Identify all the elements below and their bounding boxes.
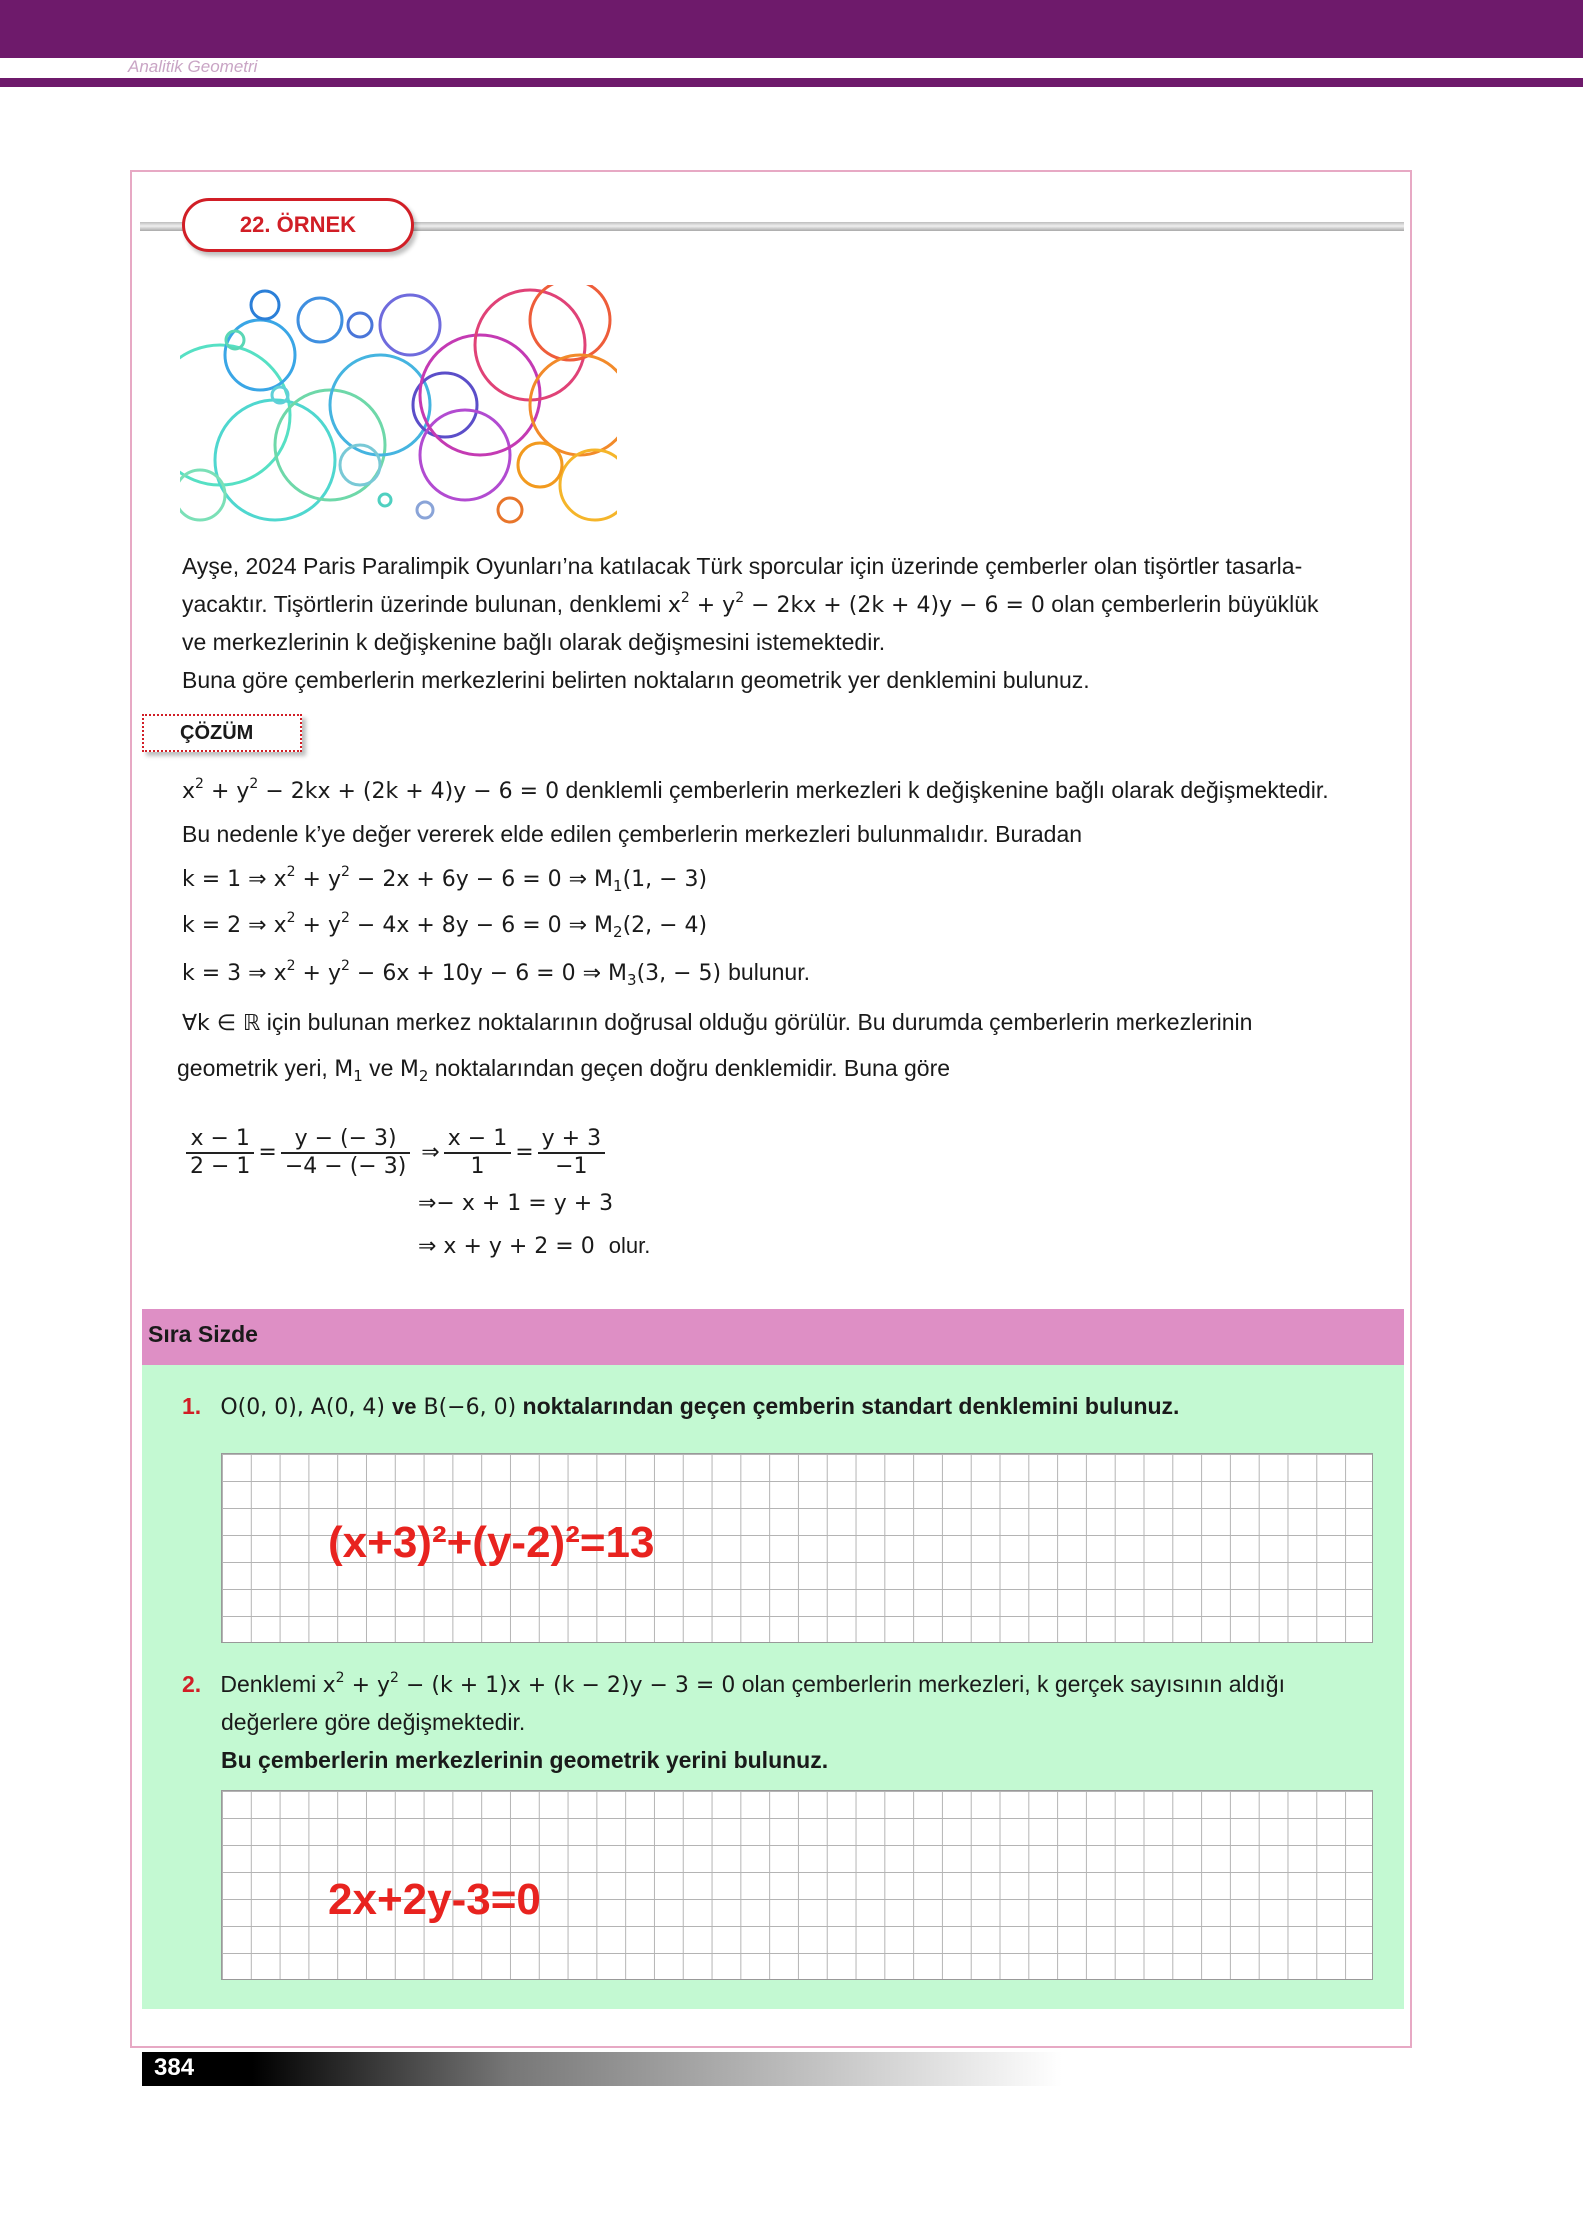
problem-line-1: Ayşe, 2024 Paris Paralimpik Oyunları’na katılacak Türk sporcular için üzerinde çemberler olan tişörtler tasarla- [182,553,1303,579]
top-divider [0,78,1583,87]
section-title: Analitik Geometri [128,57,258,76]
solution-fraction-line: $\frac{x - 1}{2 - 1}$ = $\frac{y - (- 3)}{-4 - (- 3)}$ ⇒ $\frac{x - 1}{1}$ = $\frac{y + 3}{-1}$ [182,1126,609,1180]
solution-step-2: ⇒ x + y + 2 = 0 olur. [418,1233,651,1259]
solution-intro-text: denklemli çemberlerin merkezleri k değişkenine bağlı olarak değişmektedir. [559,777,1329,803]
point-m1: $M_1$ [334,1057,363,1085]
solution-geo-pre: geometrik yeri, [177,1055,335,1081]
fraction-2: $\frac{y - (- 3)}{-4 - (- 3)}$ [281,1126,410,1180]
question-1-number: 1. [182,1393,202,1419]
question-1-text: noktalarından geçen çemberin standart denklemini bulunuz. [516,1393,1180,1419]
problem-line-2-post: olan çemberlerin büyüklük [1044,591,1319,617]
problem-equation: $x^2 + y^2 - 2kx + (2k + 4)y - 6 = 0$ [667,590,1045,618]
question-2-post: olan çemberlerin merkezleri, k gerçek sayısının aldığı [735,1671,1285,1697]
solution-k3 [182,958,810,988]
fraction-3: $\frac{x - 1}{1}$ [444,1126,511,1180]
solution-k3-math: k = 3 ⇒ $x^2 + y^2 - 6x + 10y - 6 = 0$ ⇒ $M_3(3$, − 5) [182,958,729,989]
problem-line-3: ve merkezlerinin k değişkenine bağlı olarak değişmesini istemektedir. [182,629,886,655]
example-badge: 22. ÖRNEK [182,198,414,252]
solution-step-1: ⇒− x + 1 = y + 3 [418,1191,614,1216]
solution-geo-mid: ve [362,1055,400,1081]
solution-line-2: Bu nedenle k’ye değer vererek elde edilen çemberlerin merkezleri bulunmalıdır. Buradan [182,821,1083,847]
question-1-points: O(0, 0), A(0, 4) ve B(−6, 0) [220,1394,517,1420]
question-2-equation: $x^2 + y^2 - (k + 1)x + (k - 2)y - 3 = 0$ [322,1670,736,1698]
question-2 [182,1670,1285,1700]
sira-sizde-header [142,1309,1404,1365]
solution-k1: k = 1 ⇒ $x^2 + y^2 - 2x + 6y - 6 = 0$ ⇒ $M_1(1$, − 3) [182,864,708,895]
page-number-bar [142,2052,1062,2086]
question-2-line-2: değerlere göre değişmektedir. [221,1709,526,1735]
question-2-answer: 2x+2y-3=0 [328,1875,541,1924]
solution-label: ÇÖZÜM [142,714,302,752]
solution-forall-text: için bulunan merkez noktalarının doğrusal olduğu görülür. Bu durumda çemberlerin merkezlerinin [260,1009,1253,1035]
solution-equation: $x^2 + y^2 - 2kx + (2k + 4)y - 6 = 0$ [182,776,560,804]
problem-line-2 [182,590,1319,620]
top-banner [0,0,1583,58]
sira-sizde-title: Sıra Sizde [148,1321,258,1347]
olur-word: olur. [608,1233,651,1258]
point-m2: $M_2$ [399,1057,429,1085]
forall-symbol: ∀k ∈ ℝ [182,1011,261,1036]
question-2-line-3: Bu çemberlerin merkezlerinin geometrik yerini bulunuz. [221,1747,829,1773]
solution-geo-line [177,1054,950,1084]
page-number: 384 [154,2054,195,2081]
question-1 [182,1392,1179,1422]
problem-line-2-pre: yacaktır. Tişörtlerin üzerinde bulunan, denklemi [182,591,668,617]
circles-illustration [180,285,617,535]
solution-geo-post: noktalarından geçen doğru denklemidir. Buna göre [428,1055,951,1081]
fraction-1: $\frac{x - 1}{2 - 1}$ [186,1126,254,1180]
solution-k2: k = 2 ⇒ $x^2 + y^2 - 4x + 8y - 6 = 0$ ⇒ $M_2(2$, − 4) [182,910,708,941]
solution-intro [182,776,1329,806]
question-1-answer: (x+3)²+(y-2)²=13 [328,1518,655,1567]
problem-line-4: Buna göre çemberlerin merkezlerini belirten noktaların geometrik yer denklemini bulunuz. [182,667,1090,693]
fraction-4: $\frac{y + 3}{-1}$ [538,1126,605,1180]
solution-forall [182,1008,1252,1038]
question-2-number: 2. [182,1671,202,1697]
question-2-pre: Denklemi [220,1671,323,1697]
solution-k3-tail: bulunur. [728,959,810,985]
